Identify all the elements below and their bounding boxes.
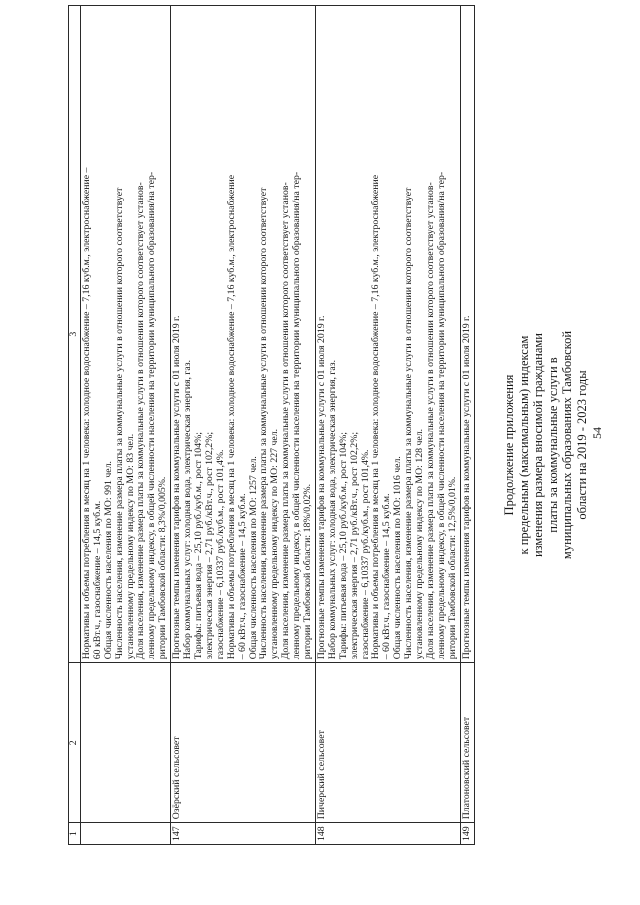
detail-line: электрическая энергия – 2,71 руб./кВт.ч., рост 102,2%; xyxy=(348,431,360,660)
detail-line: 60 кВт.ч., газоснабжение – 14,5 куб.м. xyxy=(91,500,103,660)
heading-line: муниципальных образованиях Тамбовской xyxy=(560,330,574,560)
column-header: 3 xyxy=(69,6,81,663)
detail-line: установленному предельному индексу по МО: 83 чел. xyxy=(124,433,136,660)
row-details xyxy=(80,6,170,663)
detail-line: установленному предельному индексу по МО: 128 чел. xyxy=(414,428,426,660)
detail-line: Тарифы: питьевая вода – 25,10 руб./куб.м., рост 104%; xyxy=(337,432,349,660)
detail-line: Нормативы и объемы потребления в месяц на 1 человека: холодное водоснабжение – 7,16 куб.м., электроснабжение xyxy=(225,174,237,660)
heading-line: платы за коммунальные услуги в xyxy=(545,357,560,533)
row-number xyxy=(80,823,170,845)
table-row xyxy=(171,6,316,845)
municipality-name xyxy=(80,663,170,823)
page-number: 54 xyxy=(590,427,604,439)
detail-line: Нормативы и объемы потребления в месяц на 1 человека: холодное водоснабжение – 7,16 куб.м., электроснабжение xyxy=(370,174,382,660)
detail-line: Прогнозные темпы изменения тарифов на коммунальные услуги с 01 июля 2019 г. xyxy=(315,315,327,660)
detail-line: Доля населения, изменение размера платы за коммунальные услуги в отношении которого соответствует установ- xyxy=(135,182,147,660)
detail-line: Численность населения, изменение размера платы за коммунальные услуги в отношении которого соответствует xyxy=(258,187,270,660)
detail-line: – 60 кВт.ч., газоснабжение – 14,5 куб.м. xyxy=(236,493,248,660)
detail-line: Общая численность населения по МО: 1016 чел. xyxy=(392,456,404,660)
detail-line: Общая численность населения по МО: 991 чел. xyxy=(102,461,114,660)
municipality-name: Озёрский сельсовет xyxy=(171,663,316,823)
column-header: 1 xyxy=(69,823,81,845)
indices-table xyxy=(68,5,475,845)
municipality-name: Пичерский сельсовет xyxy=(315,663,460,823)
detail-line: газоснабжение – 6,10337 руб./куб.м., рост 101,4%. xyxy=(214,449,226,660)
detail-line: Доля населения, изменение размера платы за коммунальные услуги в отношении которого соответствует установ- xyxy=(425,182,436,660)
detail-line: электрическая энергия – 2,71 руб./кВт.ч., рост 102,2%; xyxy=(203,431,215,660)
column-header: 2 xyxy=(69,663,81,823)
table-row xyxy=(460,6,474,845)
detail-line: ленному предельному индексу, в общей численности населения на территории муниципального образования/на тер- xyxy=(435,171,447,660)
heading-line: к предельным (максимальным) индексам xyxy=(516,335,531,555)
detail-line: Набор коммунальных услуг: холодная вода, электрическая энергия, газ. xyxy=(326,359,338,660)
detail-line: ритории Тамбовской области: 8,3%/0,005%. xyxy=(157,476,169,660)
table-row xyxy=(315,6,460,845)
appendix-heading xyxy=(502,235,589,655)
heading-line: Продолжение приложения xyxy=(502,374,516,516)
detail-line: Общая численность населения по МО: 1257 чел. xyxy=(247,456,259,660)
heading-line: изменения размера вносимой гражданами xyxy=(531,333,545,558)
detail-line: – 60 кВт.ч., газоснабжение – 14,5 куб.м. xyxy=(381,493,393,660)
table-row xyxy=(80,6,170,845)
detail-line: ленному предельному индексу, в общей численности населения на территории муниципального образования/на тер- xyxy=(146,171,158,660)
row-number: 149 xyxy=(460,823,474,845)
detail-line: Тарифы: питьевая вода – 25,10 руб./куб.м., рост 104%; xyxy=(192,432,204,660)
municipality-name: Платоновский сельсовет xyxy=(460,663,474,823)
detail-line: Прогнозные темпы изменения тарифов на коммунальные услуги с 01 июля 2019 г. xyxy=(460,315,472,660)
heading-line: области на 2019 - 2023 годы xyxy=(574,370,589,520)
row-details xyxy=(460,6,474,663)
detail-line: Нормативы и объемы потребления в месяц на 1 человека: холодное водоснабжение – 7,16 куб.м., электроснабжение – xyxy=(80,167,92,660)
detail-line: газоснабжение – 6,10337 руб./куб.м., рост 101,4%. xyxy=(359,449,371,660)
row-number: 148 xyxy=(315,823,460,845)
table-header-row xyxy=(69,6,81,845)
detail-line: ритории Тамбовской области: 12,5%/0,01%. xyxy=(446,476,458,660)
row-details xyxy=(315,6,460,663)
detail-line: ритории Тамбовской области: 18%/0,02%. xyxy=(302,483,314,660)
detail-line: Численность населения, изменение размера платы за коммунальные услуги в отношении которого соответствует xyxy=(113,187,125,660)
detail-line: установленному предельному индексу по МО: 227 чел. xyxy=(269,428,281,660)
detail-line: Численность населения, изменение размера платы за коммунальные услуги в отношении которого соответствует xyxy=(403,187,415,660)
detail-line: Доля населения, изменение размера платы за коммунальные услуги в отношении которого соответствует установ- xyxy=(280,182,292,660)
detail-line: Прогнозные темпы изменения тарифов на коммунальные услуги с 01 июля 2019 г. xyxy=(171,315,183,660)
detail-line: Набор коммунальных услуг: холодная вода, электрическая энергия, газ. xyxy=(182,359,194,660)
row-number: 147 xyxy=(171,823,316,845)
row-details xyxy=(171,6,316,663)
detail-line: ленному предельному индексу, в общей численности населения на территории муниципального образования/на тер- xyxy=(291,171,303,660)
